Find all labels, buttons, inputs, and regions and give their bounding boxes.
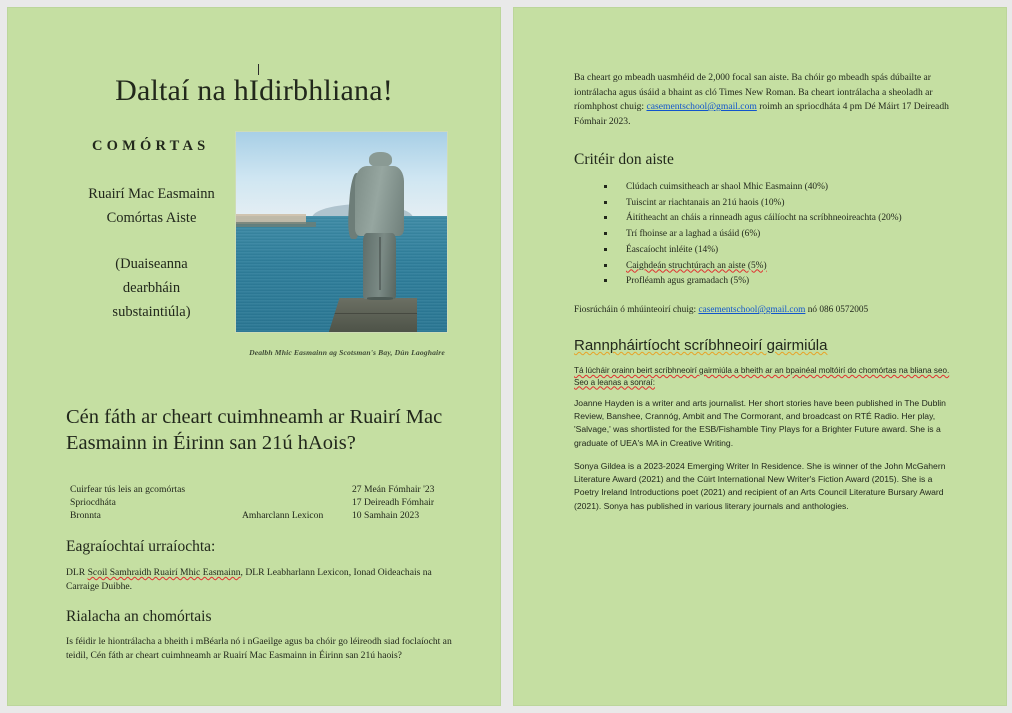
subtitle-line-1: Ruairí Mac Easmainn: [88, 186, 215, 202]
page-title: Daltaí na hIdirbhliana!: [115, 74, 393, 107]
schedule-date: 27 Meán Fómhair '23: [352, 484, 435, 495]
schedule-venue: [242, 497, 352, 510]
table-row: [70, 510, 460, 523]
prize-line-3: substaintiúla): [112, 304, 191, 320]
criterion-text: Éascaíocht inléite (14%): [626, 244, 719, 255]
criterion-text: Clúdach cuimsitheach ar shaol Mhic Easmainn (40%): [626, 182, 829, 192]
schedule-label: Spriocdháta: [70, 497, 116, 508]
photo-plinth: [329, 298, 418, 332]
subtitle-line-2: Comórtas Aiste: [106, 210, 197, 226]
statue-feet: [367, 297, 393, 300]
enquiries-line: [574, 305, 956, 315]
email-link-enquiries[interactable]: casementschool@gmail.com: [698, 305, 806, 315]
criterion-text: Áitítheacht an cháis a rinneadh agus cáilíocht na scríbhneoireachta (20%): [626, 213, 902, 224]
schedule-date: 17 Deireadh Fómhair: [352, 497, 435, 508]
statue-head: [369, 152, 392, 167]
spacer: [44, 230, 259, 252]
statue-photo: [235, 131, 448, 333]
criterion-text: Trí fhoinse ar a laghad a úsáid (6%): [626, 229, 761, 240]
list-item: [604, 274, 984, 288]
email-link-submissions[interactable]: casementschool@gmail.com: [646, 101, 757, 112]
schedule-date: 10 Samhain 2023: [352, 510, 420, 521]
essay-question-heading: Cén fáth ar cheart cuimhneamh ar Ruairí Mac Easmainn in Éirinn san 21ú hAois?: [66, 406, 443, 454]
sponsors-heading: Eagraíochtaí urraíochta:: [66, 538, 216, 555]
list-item: [604, 243, 984, 257]
writers-intro-text: Tá lúcháir orainn beirt scríbhneoirí gairmiúla a bheith ar an bpainéal moltóirí do chomórtas na bliana seo. Seo a leanas a sonraí:: [574, 366, 950, 387]
list-item: [604, 227, 984, 241]
writer-bio-sonya-gildea: Sonya Gildea is a 2023-2024 Emerging Writer In Residence. She is winner of the John McGahern Literature Award (2021) and the Cúirt International New Writer's Fiction Award (2015). She is a Poetry Ireland Introductions poet (2021) and recipient of an Arts Council Literature Bursary Award (2021). Sonya has published in various literary journals and anthologies.: [574, 461, 946, 511]
writers-heading: Rannpháirtíocht scríbhneoirí gairmiúla: [574, 337, 828, 354]
criteria-heading: Critéir don aiste: [574, 151, 674, 168]
writers-intro: [574, 365, 962, 388]
sponsors-text: [66, 566, 466, 594]
photo-sky: [236, 132, 447, 216]
schedule-table-body: [70, 484, 460, 523]
schedule-table: [70, 484, 460, 523]
criterion-text: Tuiscint ar riachtanais an 21ú haois (10%): [626, 197, 785, 208]
prize-line-2: dearbháin: [122, 280, 181, 296]
criterion-text: Caighdeán struchtúrach an aiste (5%): [626, 260, 767, 271]
writer-bio-joanne-hayden: Joanne Hayden is a writer and arts journalist. Her short stories have been published in The Dublin Review, Banshee, Crannóg, Ambit and The Cormorant, and broadcast on RTÉ Radio. Her play, 'Salvage,' was shortlisted for the ESB/Fishamble Tiny Plays for a Brighter Future award. She is a graduate of UEA's MA in Creative Writing.: [574, 398, 946, 448]
intro-part-1: Ba cheart go mbeadh uasmhéid de 2,000 focal san aiste. Ba chóir go mbeadh spás dúbailte ar iontrálacha agus úsáid a bhaint as cló Times New Roman. Ba cheart iontrálacha a sheoladh ar ríomhphost chuig:: [574, 72, 933, 112]
enquiries-part-2: nó 086 0572005: [805, 305, 869, 315]
submission-instructions: [574, 71, 956, 129]
competition-subtitle: [44, 182, 259, 324]
statue-legs: [363, 233, 396, 299]
list-item: [604, 180, 984, 194]
schedule-venue: Amharclann Lexicon: [242, 510, 324, 521]
intro-part-2: roimh an spriocdháta 4 pm Dé Máirt 17 Deireadh Fómhair 2023.: [574, 101, 949, 127]
sponsors-text-part2: , DLR Leabharlann Lexicon, Ionad Oideachais na Carraige Duibhe.: [66, 567, 432, 592]
statue-torso: [355, 166, 404, 237]
rules-text: Is féidir le hiontrálacha a bheith i mBéarla nó i nGaeilge agus ba chóir go léireodh siad foclaíocht an teidil, Cén fáth ar cheart cuimhneamh ar Ruairí Mac Easmainn in Éirinn san 21ú haois?: [66, 636, 452, 661]
schedule-label: Bronnta: [70, 510, 101, 521]
rules-heading: Rialacha an chomórtais: [66, 608, 212, 625]
sponsors-text-misspelled: Scoil Samhraidh Ruairí Mhic Easmainn: [87, 567, 241, 578]
photo-statue-figure: [352, 152, 409, 302]
photo-pier: [236, 222, 316, 227]
kicker-comortas: COMÓRTAS: [92, 138, 210, 154]
document-page-1: [8, 8, 500, 705]
sponsors-text-part1: DLR: [66, 567, 88, 578]
criteria-list: [574, 180, 984, 290]
table-row: [70, 497, 460, 510]
schedule-label: Cuirfear tús leis an gcomórtas: [70, 484, 186, 495]
list-item: [604, 196, 984, 210]
enquiries-part-1: Fiosrúcháin ó mhúinteoirí chuig:: [574, 305, 699, 315]
list-item: [604, 259, 984, 273]
table-row: [70, 484, 460, 497]
prize-line-1: (Duaiseanna: [115, 256, 188, 272]
criterion-text: Profléamh agus gramadach (5%): [626, 276, 750, 287]
photo-caption: Dealbh Mhic Easmainn ag Scotsman's Bay, Dún Laoghaire: [249, 348, 445, 357]
list-item: [604, 211, 984, 225]
schedule-venue: [242, 484, 352, 497]
document-page-2: [514, 8, 1006, 705]
